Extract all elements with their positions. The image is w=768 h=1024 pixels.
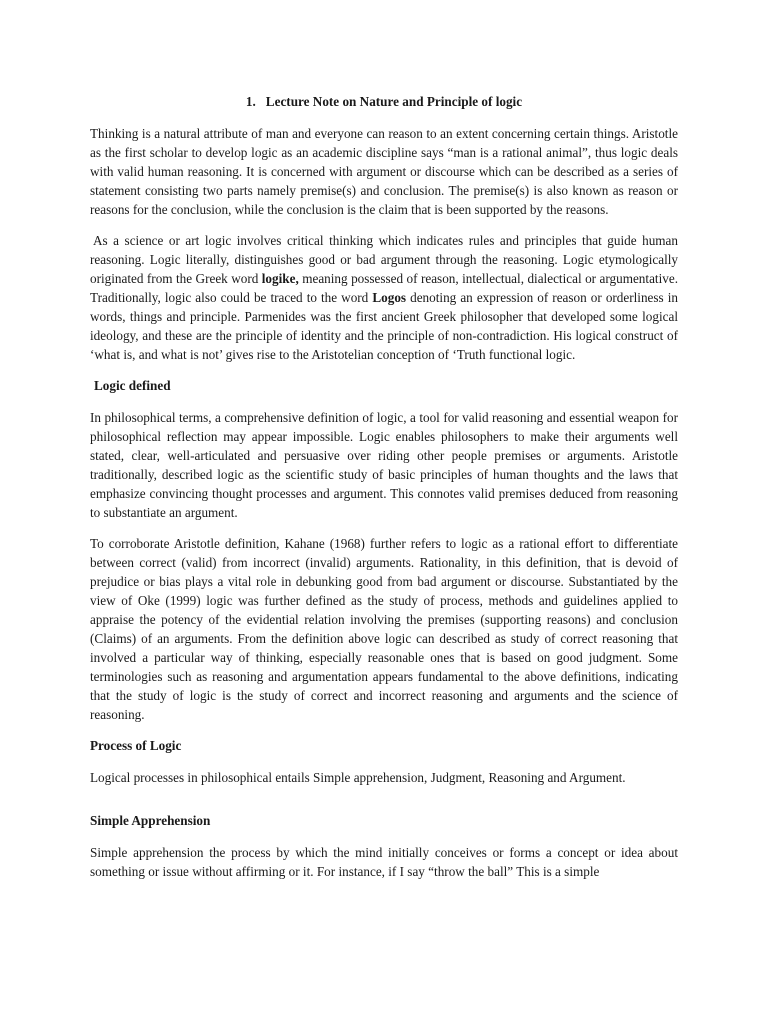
paragraph-text-b: meaning possessed of reason, intellectual, dialectical or argumentative. Traditionally, logic also could be traced to the word xyxy=(90,271,678,305)
title-text: Lecture Note on Nature and Principle of logic xyxy=(265,94,523,109)
paragraph-science-or-art xyxy=(90,231,678,364)
paragraph-corroborate: To corroborate Aristotle definition, Kahane (1968) further refers to logic as a rational effort to differentiate between correct (valid) from incorrect (invalid) arguments. Rationality, in this definition, that is devoid of prejudice or bias plays a vital role in debunking good from bad argument or discourse. Substantiated by the view of Oke (1999) logic was further defined as the study of process, methods and guidelines applied to appraise the potency of the evidential relation involving the premises (supporting reasons) and conclusion (Claims) of an arguments. From the definition above logic can described as study of correct reasoning that involved a particular way of thinking, especially reasonable ones that is based on good judgment. Some terminologies such as reasoning and argumentation appears fundamental to the above definitions, indicating that the study of logic is the study of correct and incorrect reasoning and arguments and the science of reasoning. xyxy=(90,536,678,722)
bold-term-logike: logike, xyxy=(261,271,299,286)
paragraph-philosophical-terms: In philosophical terms, a comprehensive definition of logic, a tool for valid reasoning and essential weapon for philosophical reflection may appear impossible. Logic enables philosophers to make their arguments well stated, clear, well-articulated and persuasive over riding other people premises or arguments. Aristotle traditionally, described logic as the scientific study of basic principles of human thoughts and the laws that emphasize convincing thought processes and argument. This connotes valid premises deduced from reasoning to substantiate an argument. xyxy=(90,410,678,520)
paragraph-simple-apprehension: Simple apprehension the process by which the mind initially conceives or forms a concept or idea about something or issue without affirming or it. For instance, if I say “throw the ball” This is a simple xyxy=(90,845,678,879)
spacer xyxy=(90,799,678,811)
paragraph-logical-processes: Logical processes in philosophical entails Simple apprehension, Judgment, Reasoning and Argument. xyxy=(90,770,626,785)
paragraph-thinking: Thinking is a natural attribute of man and everyone can reason to an extent concerning certain things. Aristotle as the first scholar to develop logic as an academic discipline says “man is a rational animal”, thus logic deals with valid human reasoning. It is concerned with argument or discourse which can be described as a series of statement consisting two parts namely premise(s) and conclusion. The premise(s) is also known as reason or reasons for the conclusion, while the conclusion is the claim that is been supported by the reasons. xyxy=(90,126,678,217)
paragraph-text-c: denoting an expression of reason or orderliness in words, things and principle. Parmenides was the first ancient Greek philosopher that developed some logical ideology, and these are the principle of identity and the principle of non-contradiction. His logical construct of ‘what is, and what is not’ gives rise to the Aristotelian conception of ‘Truth functional logic. xyxy=(90,290,678,362)
heading-logic-defined: Logic defined xyxy=(94,378,171,393)
paragraph-text-a: As a science or art logic involves critical thinking which indicates rules and principles that guide human reasoning. Logic literally, distinguishes good or bad argument through the reasoning. Logic etymologically originated from the Greek word xyxy=(90,233,678,286)
bold-term-logos: Logos xyxy=(372,290,407,305)
title-number: 1. xyxy=(245,94,256,109)
heading-simple-apprehension: Simple Apprehension xyxy=(90,813,211,828)
document-body xyxy=(90,92,678,893)
heading-process-of-logic: Process of Logic xyxy=(90,738,182,753)
document-title xyxy=(90,92,678,111)
